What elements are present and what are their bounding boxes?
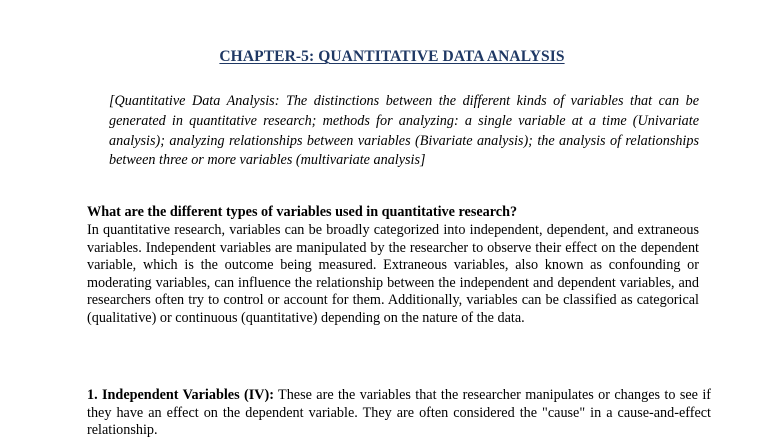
- list-item-label: 1. Independent Variables (IV):: [87, 387, 274, 403]
- chapter-abstract: [109, 92, 699, 171]
- variables-overview-paragraph: In quantitative research, variables can be broadly categorized into independent, dependent, and extraneous variables. Independent variables are manipulated by the researcher to observe their effect on the dependent variable, which is the outcome being measured. Extraneous variables, also known as confounding or moderating variables, can influence the relationship between the independent and dependent variables, and researchers often try to control or account for them. Additionally, variables can be classified as categorical (qualitative) or continuous (quantitative) depending on the nature of the data.: [87, 222, 699, 326]
- question-heading: What are the different types of variables used in quantitative research?: [87, 204, 518, 220]
- list-item-text: These are the variables that the researcher manipulates or changes to see if they have an effect on the dependent variable. They are often considered the "cause" in a cause-and-effect relationship.: [87, 387, 711, 439]
- abstract-text: The distinctions between the different kinds of variables that can be generated in quantitative research; methods for analyzing: a single variable at a time (Univariate analysis); analyzing relationships between variables (Bivariate analysis); the analysis of relationships between three or more variables (multivariate analysis]: [109, 93, 699, 169]
- independent-variables-item: [87, 387, 711, 440]
- abstract-lead: [Quantitative Data Analysis:: [109, 93, 280, 109]
- chapter-title: CHAPTER-5: QUANTITATIVE DATA ANALYSIS: [219, 48, 565, 65]
